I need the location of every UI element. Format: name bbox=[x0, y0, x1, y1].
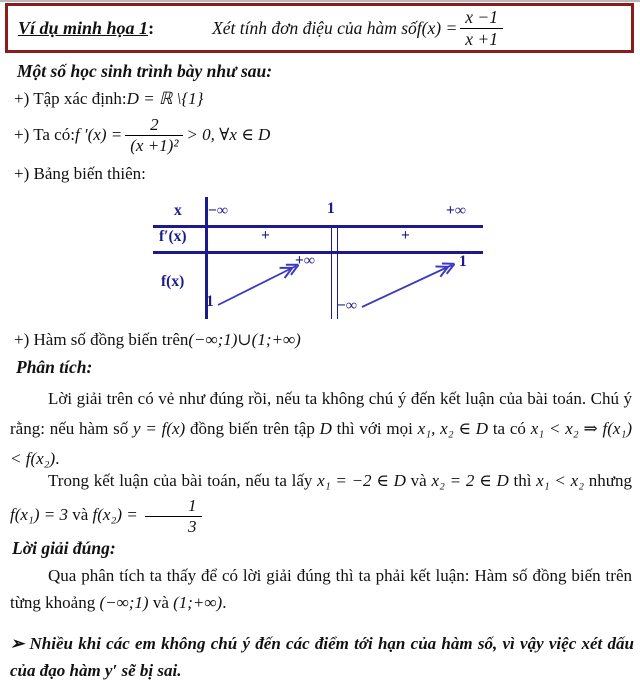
fx-left-start: 1 bbox=[206, 293, 214, 310]
analysis-paragraph-2: Trong kết luận của bài toán, nếu ta lấy x₁ = −2 ∈ D và x₂ = 2 ∈ D thì x₁ < x₂ nhưng f(x₁) = 3 và f(x₂) = $\frac{1}{3}$ bbox=[10, 471, 633, 536]
sign-right: + bbox=[401, 227, 410, 244]
analysis-heading: Phân tích: bbox=[16, 357, 93, 377]
inline-fraction: $\frac{2}{\text{(x +1)²}}$ bbox=[125, 115, 183, 155]
example-label: Ví dụ minh họa 1 bbox=[18, 17, 149, 38]
x-value-neg-inf: −∞ bbox=[208, 202, 228, 219]
fx-right-start: −∞ bbox=[337, 297, 357, 314]
step-conclusion: +) Hàm số đồng biến trên (−∞;1)∪(1;+∞) bbox=[14, 330, 301, 349]
scan-artifact-strip bbox=[0, 0, 640, 2]
analysis-paragraph-1: Lời giải trên có vẻ như đúng rồi, nếu ta không chú ý đến kết luận của bài toán. Chú ý rằng: nếu hàm số y = f(x) đồng biến trên tập D thì với mọi x₁, x₂ ∈ D ta có x₁ < x₂ ⇒ f(x₁) < f(x₂). bbox=[10, 389, 633, 468]
problem-statement: Xét tính đơn điệu của hàm số f(x) = $\frac{x -1}{x +1}$ bbox=[212, 7, 506, 48]
row-header-f: f(x) bbox=[161, 273, 185, 290]
variation-table bbox=[150, 197, 490, 321]
intro-heading: Một số học sinh trình bày như sau: bbox=[17, 61, 273, 81]
table-horizontal-line-1 bbox=[153, 225, 483, 228]
fx-left-limit: +∞ bbox=[295, 252, 315, 269]
x-value-one: 1 bbox=[327, 200, 335, 217]
step-derivative: +) Ta có: f ′(x) = $\frac{2}{\text{(x +1)²}}$ > 0, ∀x ∈ D bbox=[14, 114, 271, 155]
inline-fraction: $\frac{1}{3}$ bbox=[145, 496, 202, 536]
step-table-heading: +) Bảng biến thiên: bbox=[14, 164, 146, 183]
solution-paragraph: Qua phân tích ta thấy để có lời giải đúng thì ta phải kết luận: Hàm số đồng biến trên từng khoảng (−∞;1) và (1;+∞). bbox=[10, 566, 632, 612]
sign-left: + bbox=[261, 227, 270, 244]
increasing-arrow-left bbox=[212, 253, 312, 313]
fx-right-limit: 1 bbox=[459, 253, 467, 270]
x-value-pos-inf: +∞ bbox=[446, 202, 466, 219]
teacher-note: ➢ Nhiều khi các em không chú ý đến các điểm tới hạn của hàm số, vì vậy việc xét dấu của đạo hàm y′ sẽ bị sai. bbox=[10, 634, 634, 680]
example-label-colon: : bbox=[148, 17, 155, 38]
step-domain: +) Tập xác định: D = ℝ \{1} bbox=[14, 89, 204, 108]
increasing-arrow-right bbox=[354, 253, 464, 313]
solution-heading: Lời giải đúng: bbox=[12, 538, 116, 558]
row-header-fprime: f′(x) bbox=[159, 228, 187, 245]
inline-fraction: $\frac{x -1}{x +1}$ bbox=[460, 7, 503, 48]
title-box bbox=[5, 3, 634, 53]
row-header-x: x bbox=[174, 202, 182, 219]
